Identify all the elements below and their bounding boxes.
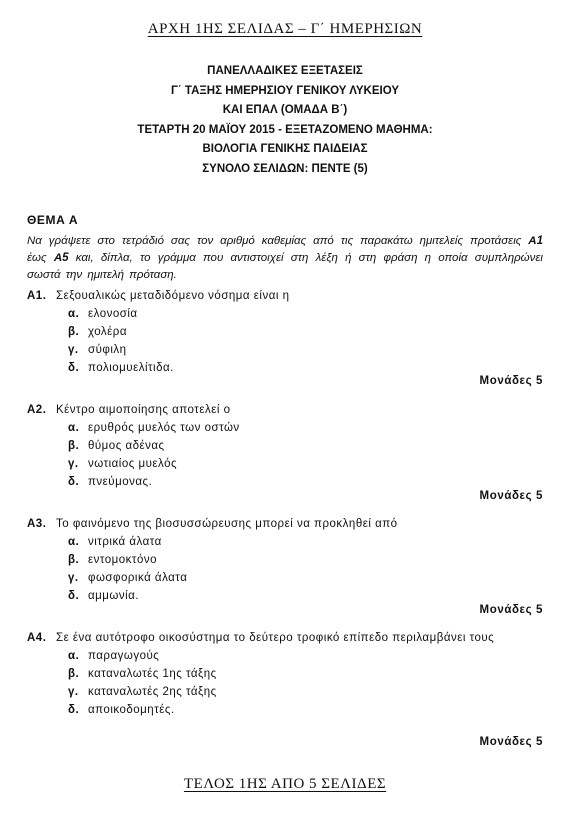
question-stem: Το φαινόμενο της βιοσυσσώρευσης μπορεί να προκληθεί από xyxy=(56,518,398,530)
answer-option: γ. σύφιλη xyxy=(68,344,127,356)
question-a1 xyxy=(27,288,545,377)
answer-option: δ. πολιομυελίτιδα. xyxy=(68,362,174,374)
title-line: Γ΄ ΤΑΞΗΣ ΗΜΕΡΗΣΙΟΥ ΓΕΝΙΚΟΥ ΛΥΚΕΙΟΥ xyxy=(170,84,400,97)
question-number: Α1. xyxy=(27,290,47,302)
marks-label: Μονάδες 5 xyxy=(479,375,543,387)
question-a3 xyxy=(27,516,545,605)
title-line: ΣΥΝΟΛΟ ΣΕΛΙΔΩΝ: ΠΕΝΤΕ (5) xyxy=(202,162,368,175)
answer-option: α. ελονοσία xyxy=(68,308,138,320)
title-line: ΒΙΟΛΟΓΙΑ ΓΕΝΙΚΗΣ ΠΑΙΔΕΙΑΣ xyxy=(202,143,368,155)
page-footer: ΤΕΛΟΣ 1ΗΣ ΑΠΟ 5 ΣΕΛΙΔΕΣ xyxy=(183,776,387,792)
instructions: Να γράψετε στο τετράδιό σας τον αριθμό καθεμίας από τις παρακάτω ημιτελείς προτάσεις Α1 έως Α5 και, δίπλα, το γράμμα που αντιστοιχεί στη λέξη ή στη φράση η οποία συμπληρώνει σωστά την ημιτελή πρόταση. xyxy=(27,235,543,281)
answer-option: γ. καταναλωτές 2ης τάξης xyxy=(68,686,217,698)
page-header: ΑΡΧΗ 1ΗΣ ΣΕΛΙΔΑΣ – Γ΄ ΗΜΕΡΗΣΙΩΝ xyxy=(147,21,423,37)
question-number: Α4. xyxy=(27,632,47,644)
question-number: Α2. xyxy=(27,404,47,416)
answer-option: α. παραγωγούς xyxy=(68,650,160,662)
marks-label: Μονάδες 5 xyxy=(479,736,543,748)
marks-label: Μονάδες 5 xyxy=(479,490,543,502)
answer-option: γ. νωτιαίος μυελός xyxy=(68,458,178,470)
answer-option: δ. πνεύμονας. xyxy=(68,476,153,488)
question-stem: Σε ένα αυτότροφο οικοσύστημα το δεύτερο τροφικό επίπεδο περιλαμβάνει τους xyxy=(56,632,495,644)
marks-label: Μονάδες 5 xyxy=(479,604,543,616)
title-line: ΠΑΝΕΛΛΑΔΙΚΕΣ ΕΞΕΤΑΣΕΙΣ xyxy=(207,65,363,77)
answer-option: β. χολέρα xyxy=(68,326,127,338)
title-line: ΚΑΙ ΕΠΑΛ (ΟΜΑΔΑ Β΄) xyxy=(222,104,348,116)
answer-option: γ. φωσφορικά άλατα xyxy=(68,572,188,584)
question-number: Α3. xyxy=(27,518,47,530)
answer-option: α. νιτρικά άλατα xyxy=(68,536,162,548)
answer-option: δ. αμμωνία. xyxy=(68,590,140,602)
answer-option: β. καταναλωτές 1ης τάξης xyxy=(68,668,217,680)
question-stem: Κέντρο αιμοποίησης αποτελεί ο xyxy=(56,404,231,416)
question-a4 xyxy=(27,630,545,719)
answer-option: α. ερυθρός μυελός των οστών xyxy=(68,422,240,434)
title-line: ΤΕΤΑΡΤΗ 20 ΜΑΪΟΥ 2015 - ΕΞΕΤΑΖΟΜΕΝΟ ΜΑΘΗΜΑ: xyxy=(137,123,433,136)
answer-option: β. θύμος αδένας xyxy=(68,440,165,452)
exam-title-block xyxy=(0,62,570,179)
question-a2 xyxy=(27,402,545,491)
answer-option: δ. αποικοδομητές. xyxy=(68,704,175,716)
section-heading: ΘΕΜΑ Α xyxy=(27,213,79,227)
answer-option: β. εντομοκτόνο xyxy=(68,554,158,566)
question-stem: Σεξουαλικώς μεταδιδόμενο νόσημα είναι η xyxy=(56,290,290,302)
